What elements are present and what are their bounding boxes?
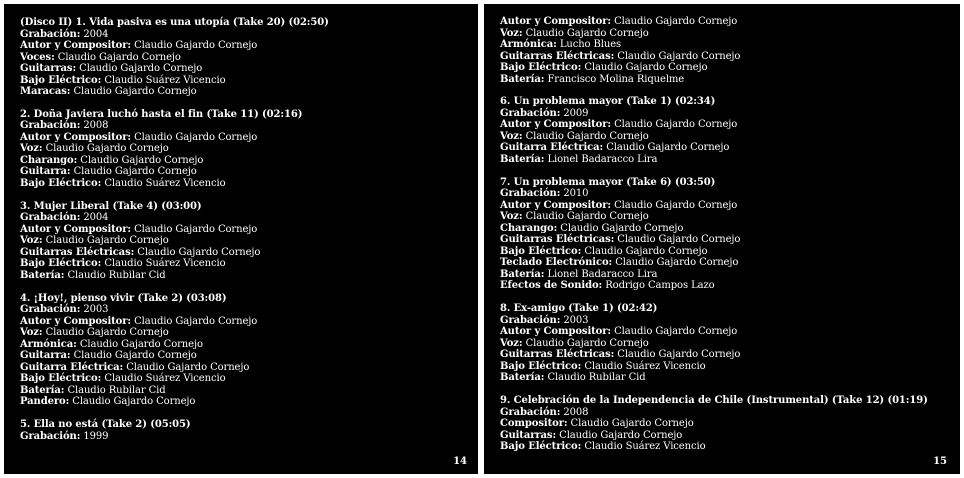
credit-line	[500, 315, 960, 327]
credit-role: Batería:	[500, 372, 545, 384]
credit-name: 2009	[563, 107, 589, 119]
credit-line	[500, 28, 960, 40]
credit-name: Claudio Gajardo Cornejo	[45, 327, 169, 339]
credit-name: Rodrigo Campos Lazo	[605, 280, 715, 292]
credit-name: Claudio Rubilar Cid	[547, 372, 646, 384]
credit-role: Guitarras:	[20, 63, 77, 74]
credit-role: Autor y Compositor:	[500, 119, 612, 131]
credit-line	[500, 39, 960, 51]
credit-role: Voces:	[20, 51, 55, 63]
credit-name: 2010	[563, 188, 589, 200]
credit-name: Lucho Blues	[559, 39, 622, 50]
credit-line	[500, 131, 960, 143]
credit-role: Batería:	[20, 269, 65, 281]
credit-role: Charango:	[20, 154, 78, 166]
track-block	[20, 293, 478, 408]
credit-role: Bajo Eléctrico:	[20, 177, 102, 189]
credit-role: Bajo Eléctrico:	[20, 74, 102, 86]
credit-role: Voz:	[500, 211, 523, 223]
credit-line	[500, 430, 960, 442]
credit-role: Bajo Eléctrico:	[500, 62, 582, 73]
credit-role: Guitarras Eléctricas:	[500, 234, 615, 246]
credit-line	[500, 441, 960, 453]
credit-line	[500, 338, 960, 350]
page-number: 14	[453, 456, 467, 467]
track-block	[20, 201, 478, 282]
credit-name: Claudio Gajardo Cornejo	[525, 130, 649, 142]
track-title: 7. Un problema mayor (Take 6) (03:50)	[500, 176, 716, 188]
track-title: 6. Un problema mayor (Take 1) (02:34)	[500, 96, 716, 108]
credit-name: Claudio Gajardo Cornejo	[79, 338, 203, 350]
credit-role: Armónica:	[500, 39, 557, 50]
credit-role: Autor y Compositor:	[500, 326, 612, 338]
credit-role: Grabación:	[20, 304, 81, 316]
credit-name: 2008	[563, 406, 589, 418]
track-block	[500, 395, 960, 453]
credit-name: 2004	[83, 28, 109, 40]
credit-line	[20, 120, 478, 132]
credit-name: 2004	[83, 212, 109, 224]
track-block	[500, 177, 960, 292]
credit-line	[500, 16, 960, 28]
credit-role: Grabación:	[500, 188, 561, 200]
credit-name: Claudio Gajardo Cornejo	[614, 199, 738, 211]
credit-line	[500, 234, 960, 246]
credit-role: Voz:	[20, 235, 43, 247]
credit-name: Claudio Gajardo Cornejo	[134, 223, 258, 235]
booklet-page-right	[484, 4, 960, 474]
credit-name: Claudio Gajardo Cornejo	[73, 86, 197, 97]
track-title: 5. Ella no está (Take 2) (05:05)	[20, 419, 191, 431]
credit-line	[500, 326, 960, 338]
credit-role: Autor y Compositor:	[500, 199, 612, 211]
credit-line	[20, 350, 478, 362]
credit-name: Claudio Gajardo Cornejo	[73, 166, 197, 178]
credit-line	[20, 258, 478, 270]
credit-role: Pandero:	[20, 396, 70, 408]
credit-line	[20, 362, 478, 374]
credit-name: Claudio Gajardo Cornejo	[614, 326, 738, 338]
credit-line	[500, 223, 960, 235]
credit-role: Batería:	[500, 73, 545, 85]
credit-role: Voz:	[500, 27, 523, 39]
credit-name: Claudio Gajardo Cornejo	[126, 361, 250, 373]
credit-name: Claudio Gajardo Cornejo	[525, 337, 649, 349]
credit-name: Lionel Badaracco Lira	[547, 268, 658, 280]
credit-name: Claudio Suárez Vicencio	[104, 258, 226, 270]
credit-name: Claudio Gajardo Cornejo	[615, 257, 739, 269]
credit-role: Guitarra:	[20, 166, 71, 178]
credit-line	[500, 280, 960, 292]
credit-line	[20, 178, 478, 190]
credit-role: Bajo Eléctrico:	[500, 441, 582, 453]
credit-line	[20, 132, 478, 144]
credit-line	[500, 257, 960, 269]
credit-role: Guitarras Eléctricas:	[20, 246, 135, 258]
credit-role: Bajo Eléctrico:	[20, 258, 102, 270]
track-title: 8. Ex-amigo (Take 1) (02:42)	[500, 303, 658, 315]
track-block	[500, 303, 960, 384]
credit-name: 2003	[563, 314, 589, 326]
credit-line	[500, 154, 960, 166]
credit-line	[500, 361, 960, 373]
credit-name: 2008	[83, 120, 109, 132]
credit-line	[20, 143, 478, 155]
credit-line	[20, 431, 478, 443]
track-list	[20, 17, 478, 442]
track-block	[20, 419, 478, 442]
track-block	[500, 96, 960, 165]
credit-name: 2003	[83, 304, 109, 316]
credit-role: Maracas:	[20, 86, 71, 97]
booklet-page-left	[4, 4, 478, 474]
credit-role: Armónica:	[20, 338, 77, 350]
credit-role: Bajo Eléctrico:	[500, 360, 582, 372]
credit-role: Grabación:	[20, 430, 81, 442]
credit-line	[20, 63, 478, 75]
credit-name: Claudio Rubilar Cid	[67, 269, 166, 281]
credit-name: Claudio Gajardo Cornejo	[134, 315, 258, 327]
credit-role: Charango:	[500, 222, 558, 234]
credit-line	[20, 304, 478, 316]
credit-role: Autor y Compositor:	[500, 16, 612, 27]
credit-line	[20, 224, 478, 236]
credit-name: Claudio Gajardo Cornejo	[45, 143, 169, 155]
credit-line	[20, 339, 478, 351]
credit-line	[20, 29, 478, 41]
track-block	[20, 109, 478, 190]
credit-line	[500, 142, 960, 154]
credit-line	[20, 155, 478, 167]
credit-name: Claudio Suárez Vicencio	[104, 74, 226, 86]
credit-line	[20, 212, 478, 224]
credit-line	[500, 246, 960, 258]
page-number: 15	[933, 456, 947, 467]
credit-role: Voz:	[20, 327, 43, 339]
credit-role: Autor y Compositor:	[20, 315, 132, 327]
credit-name: Claudio Rubilar Cid	[67, 384, 166, 396]
credit-role: Guitarras:	[500, 429, 557, 441]
credit-line	[20, 270, 478, 282]
credit-line	[20, 166, 478, 178]
credit-role: Autor y Compositor:	[20, 223, 132, 235]
credit-role: Guitarras Eléctricas:	[500, 50, 615, 62]
credit-line	[500, 51, 960, 63]
credit-name: Claudio Gajardo Cornejo	[134, 40, 258, 51]
credit-line	[500, 372, 960, 384]
credit-name: Claudio Gajardo Cornejo	[73, 350, 197, 362]
credit-line	[20, 316, 478, 328]
credit-role: Efectos de Sonido:	[500, 280, 603, 292]
credit-line	[500, 407, 960, 419]
credit-role: Guitarras Eléctricas:	[500, 349, 615, 361]
credit-line	[500, 211, 960, 223]
track-title: 9. Celebración de la Independencia de Chile (Instrumental) (Take 12) (01:19)	[500, 395, 928, 407]
credit-role: Teclado Electrónico:	[500, 257, 613, 269]
credit-role: Grabación:	[20, 212, 81, 224]
credit-name: Claudio Gajardo Cornejo	[584, 245, 708, 257]
credit-name: Claudio Suárez Vicencio	[104, 373, 226, 385]
credit-line	[20, 52, 478, 64]
credit-name: Claudio Gajardo Cornejo	[606, 142, 730, 154]
credit-role: Voz:	[500, 337, 523, 349]
credit-line	[500, 74, 960, 86]
credit-role: Autor y Compositor:	[20, 131, 132, 143]
credit-name: Claudio Gajardo Cornejo	[560, 222, 684, 234]
credit-role: Guitarra Eléctrica:	[500, 142, 604, 154]
credit-line	[500, 119, 960, 131]
credit-line	[500, 188, 960, 200]
credit-role: Bajo Eléctrico:	[500, 245, 582, 257]
track-title: 3. Mujer Liberal (Take 4) (03:00)	[20, 200, 202, 212]
credit-line	[500, 62, 960, 74]
credit-name: Claudio Gajardo Cornejo	[617, 50, 741, 62]
track-title: 2. Doña Javiera luchó hasta el fin (Take 11) (02:16)	[20, 108, 303, 120]
credit-role: Voz:	[500, 130, 523, 142]
credit-name: Claudio Gajardo Cornejo	[617, 349, 741, 361]
credit-role: Grabación:	[20, 120, 81, 132]
credit-line	[20, 235, 478, 247]
credit-role: Grabación:	[500, 107, 561, 119]
credit-line	[20, 327, 478, 339]
credit-line	[20, 40, 478, 52]
credit-line	[20, 396, 478, 408]
credit-line	[20, 247, 478, 259]
credit-role: Grabación:	[20, 28, 81, 40]
credit-name: Claudio Gajardo Cornejo	[525, 211, 649, 223]
credit-role: Autor y Compositor:	[20, 40, 132, 51]
credit-role: Guitarra:	[20, 350, 71, 362]
credit-name: Claudio Gajardo Cornejo	[584, 62, 708, 73]
credit-line	[20, 385, 478, 397]
credit-line	[500, 108, 960, 120]
credit-name: Claudio Gajardo Cornejo	[79, 63, 203, 74]
credit-role: Batería:	[20, 384, 65, 396]
credit-name: Claudio Gajardo Cornejo	[57, 51, 181, 63]
credit-role: Guitarra Eléctrica:	[20, 361, 124, 373]
credit-name: Claudio Gajardo Cornejo	[570, 418, 694, 430]
credit-name: 1999	[83, 430, 109, 442]
credit-line	[500, 269, 960, 281]
credit-role: Voz:	[20, 143, 43, 155]
credit-name: Claudio Gajardo Cornejo	[525, 27, 649, 39]
credit-name: Claudio Gajardo Cornejo	[45, 235, 169, 247]
credit-name: Claudio Gajardo Cornejo	[80, 154, 204, 166]
credit-line	[20, 75, 478, 87]
track-title: (Disco II) 1. Vida pasiva es una utopía (Take 20) (02:50)	[20, 17, 329, 28]
credit-role: Compositor:	[500, 418, 568, 430]
credit-name: Claudio Suárez Vicencio	[104, 177, 226, 189]
credit-line	[20, 86, 478, 98]
credit-name: Claudio Suárez Vicencio	[584, 441, 706, 453]
credit-role: Bajo Eléctrico:	[20, 373, 102, 385]
credit-line	[20, 373, 478, 385]
credit-name: Lionel Badaracco Lira	[547, 153, 658, 165]
credit-name: Claudio Gajardo Cornejo	[614, 119, 738, 131]
credit-line	[500, 200, 960, 212]
credit-name: Claudio Suárez Vicencio	[584, 360, 706, 372]
credit-name: Francisco Molina Riquelme	[547, 73, 685, 85]
credit-role: Batería:	[500, 268, 545, 280]
track-block	[20, 17, 478, 98]
credit-name: Claudio Gajardo Cornejo	[134, 131, 258, 143]
credit-role: Grabación:	[500, 314, 561, 326]
credit-line	[500, 349, 960, 361]
credit-line	[500, 418, 960, 430]
credit-name: Claudio Gajardo Cornejo	[617, 234, 741, 246]
credit-role: Grabación:	[500, 406, 561, 418]
credit-role: Batería:	[500, 153, 545, 165]
credit-name: Claudio Gajardo Cornejo	[72, 396, 196, 408]
credit-name: Claudio Gajardo Cornejo	[559, 429, 683, 441]
track-list	[500, 16, 960, 453]
credit-name: Claudio Gajardo Cornejo	[137, 246, 261, 258]
track-block	[500, 16, 960, 85]
track-title: 4. ¡Hoy!, pienso vivir (Take 2) (03:08)	[20, 292, 227, 304]
credit-name: Claudio Gajardo Cornejo	[614, 16, 738, 27]
